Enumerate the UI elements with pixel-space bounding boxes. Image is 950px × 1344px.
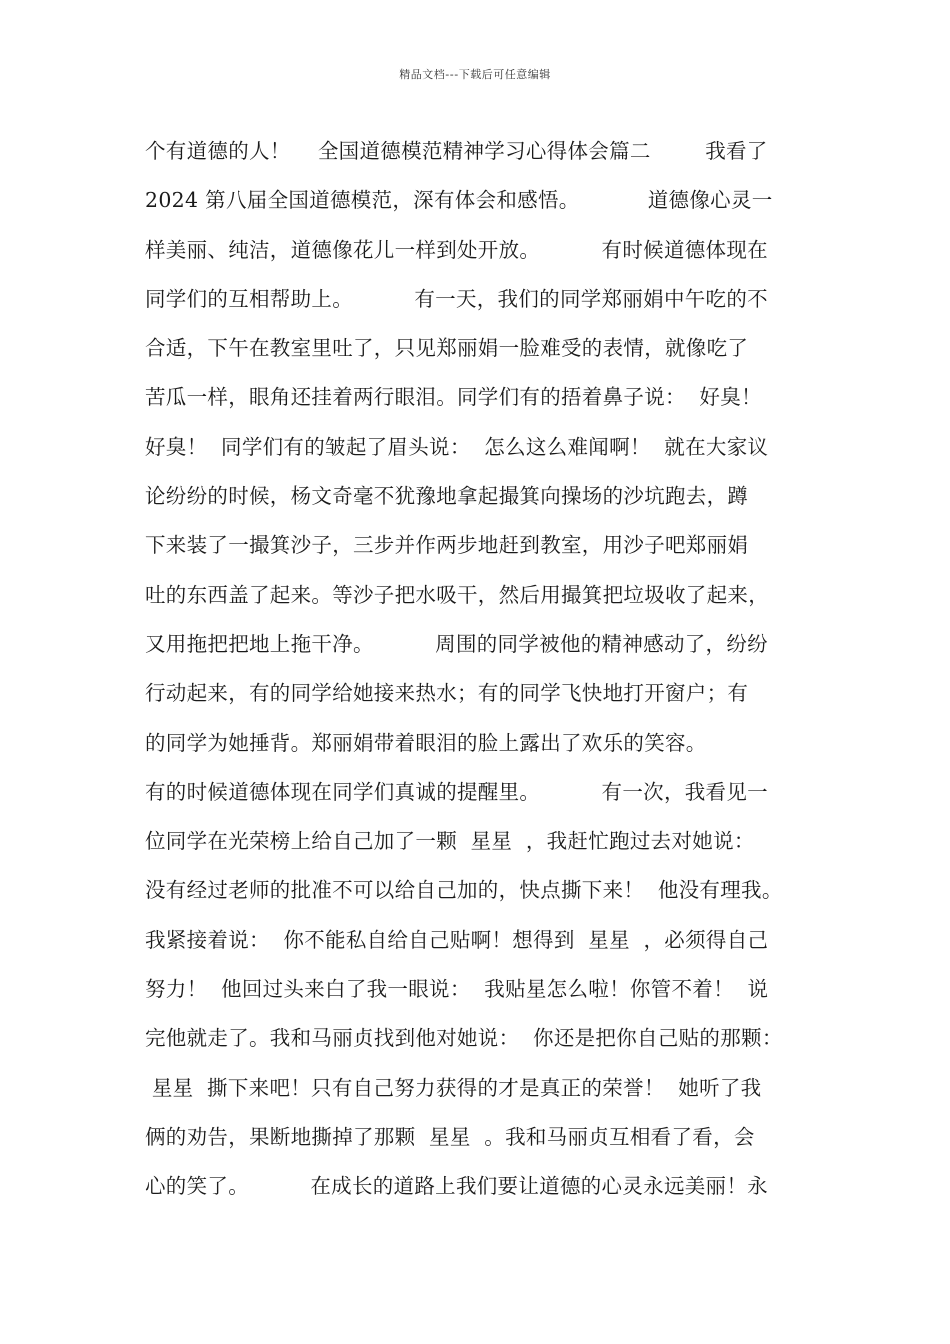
- text-line: 努力！ 他回过头来白了我一眼说： 我贴星怎么啦！你管不着！ 说: [145, 977, 769, 1002]
- text-line: 好臭！ 同学们有的皱起了眉头说： 怎么这么难闻啊！ 就在大家议: [145, 434, 769, 459]
- text-line: 论纷纷的时候，杨文奇毫不犹豫地拿起撮箕向操场的沙坑跑去，蹲: [145, 484, 749, 509]
- text-line: 没有经过老师的批准不可以给自己加的，快点撕下来！ 他没有理我。: [145, 878, 783, 903]
- text-line: 星星 撕下来吧！只有自己努力获得的才是真正的荣誉！ 她听了我: [145, 1075, 762, 1100]
- text-line: 的同学为她捶背。郑丽娟带着眼泪的脸上露出了欢乐的笑容。: [145, 730, 707, 755]
- text-line: 2024 第八届全国道德模范，深有体会和感悟。 道德像心灵一: [145, 188, 773, 213]
- text-line: 我紧接着说： 你不能私自给自己贴啊！想得到 星星 ，必须得自己: [145, 927, 769, 952]
- page-header: 精品文档---下载后可任意编辑: [399, 68, 551, 81]
- text-line: 个有道德的人！ 全国道德模范精神学习心得体会篇二 我看了: [145, 139, 768, 163]
- text-line: 合适，下午在教室里吐了，只见郑丽娟一脸难受的表情，就像吃了: [145, 336, 749, 361]
- text-line: 同学们的互相帮助上。 有一天，我们的同学郑丽娟中午吃的不: [145, 286, 768, 311]
- text-line: 有的时候道德体现在同学们真诚的提醒里。 有一次，我看见一: [145, 779, 768, 804]
- text-line: 心的笑了。 在成长的道路上我们要让道德的心灵永远美丽！永: [145, 1174, 768, 1199]
- text-line: 行动起来，有的同学给她接来热水；有的同学飞快地打开窗户；有: [145, 681, 749, 706]
- text-line: 苦瓜一样，眼角还挂着两行眼泪。同学们有的捂着鼻子说： 好臭！: [145, 385, 762, 410]
- text-line: 完他就走了。我和马丽贞找到他对她说： 你还是把你自己贴的那颗：: [145, 1026, 783, 1051]
- text-line: 俩的劝告，果断地撕掉了那颗 星星 。我和马丽贞互相看了看，会: [145, 1124, 755, 1149]
- text-line: 样美丽、纯洁，道德像花儿一样到处开放。 有时候道德体现在: [145, 237, 768, 262]
- text-line: 又用拖把把地上拖干净。 周围的同学被他的精神感动了，纷纷: [145, 631, 768, 656]
- document-body: [145, 131, 835, 1216]
- text-line: 下来装了一撮箕沙子，三步并作两步地赶到教室，用沙子吧郑丽娟: [145, 533, 749, 558]
- text-line: 位同学在光荣榜上给自己加了一颗 星星 ，我赶忙跑过去对她说：: [145, 829, 755, 854]
- text-line: 吐的东西盖了起来。等沙子把水吸干，然后用撮箕把垃圾收了起来，: [145, 582, 769, 607]
